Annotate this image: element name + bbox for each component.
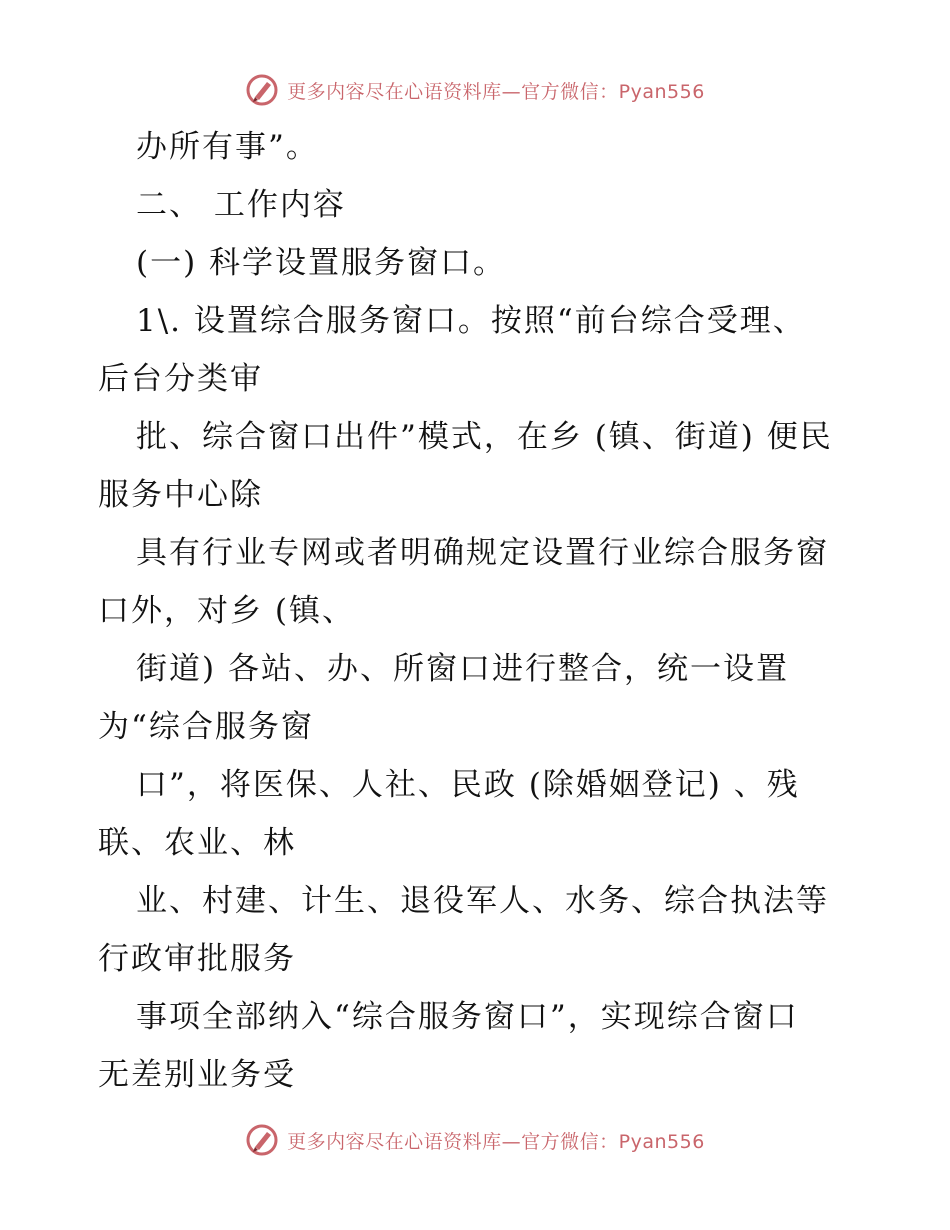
text-line: 街道) 各站、办、所窗口进行整合，统一设置 bbox=[136, 651, 789, 687]
text-line: 事项全部纳入“综合服务窗口”，实现综合窗口 bbox=[136, 999, 799, 1035]
text-line: 无差别业务受 bbox=[98, 1057, 296, 1093]
text-line: 口外，对乡 (镇、 bbox=[98, 593, 355, 629]
text-line: 办所有事”。 bbox=[136, 129, 319, 165]
text-line: 行政审批服务 bbox=[98, 941, 296, 977]
text-line: 业、村建、计生、退役军人、水务、综合执法等 bbox=[136, 883, 829, 919]
text-line: 服务中心除 bbox=[98, 477, 263, 513]
text-line: 为“综合服务窗 bbox=[98, 709, 314, 745]
text-line: 联、农业、林 bbox=[98, 825, 296, 861]
watermark-text: 更多内容尽在心语资料库—官方微信：Pyan556 bbox=[287, 80, 705, 103]
watermark-text: 更多内容尽在心语资料库—官方微信：Pyan556 bbox=[287, 1130, 705, 1153]
pen-circle-logo-icon bbox=[245, 1123, 279, 1157]
document-body bbox=[98, 118, 858, 1104]
text-line: 二、 工作内容 bbox=[136, 187, 346, 223]
text-line: 批、综合窗口出件”模式，在乡 (镇、街道) 便民 bbox=[136, 419, 833, 455]
text-line: (一) 科学设置服务窗口。 bbox=[136, 245, 507, 281]
footer-watermark bbox=[0, 1118, 950, 1162]
text-line: 1\. 设置综合服务窗口。按照“前台综合受理、 bbox=[136, 303, 806, 339]
text-line: 后台分类审 bbox=[98, 361, 263, 397]
header-watermark bbox=[0, 68, 950, 112]
pen-circle-logo-icon bbox=[245, 73, 279, 107]
text-line: 具有行业专网或者明确规定设置行业综合服务窗 bbox=[136, 535, 829, 571]
text-line: 口”，将医保、人社、民政 (除婚姻登记) 、残 bbox=[136, 767, 800, 803]
